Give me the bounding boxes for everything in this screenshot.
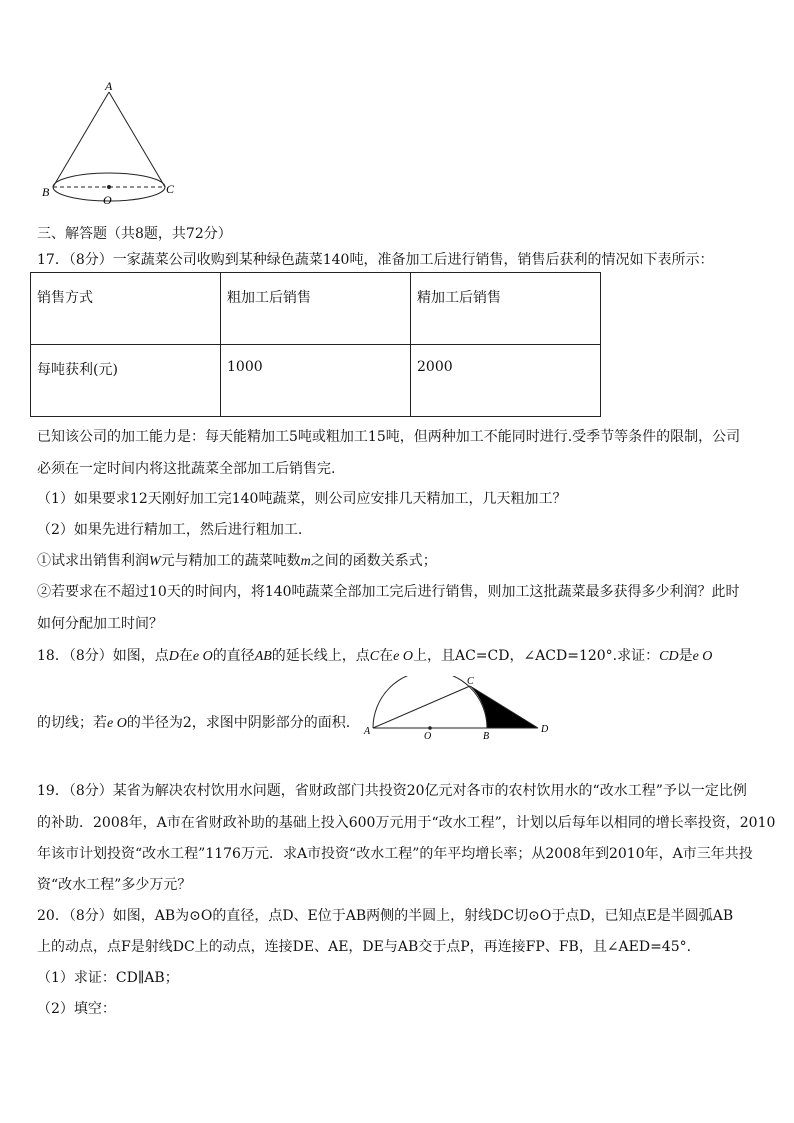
q19-line4: 资“改水工程”多少万元？ xyxy=(37,877,192,893)
cone-label-a: A xyxy=(105,80,113,93)
q17-sub2a xyxy=(37,552,437,571)
q17-sub2b-1: ②若要求在不超过10天的时间内，将140吨蔬菜全部加工完后进行销售，则加工这批蔬菜最多获得多少利润？此时 xyxy=(37,584,740,600)
q18-line2 xyxy=(37,714,350,733)
segment-ab: AB xyxy=(254,649,272,664)
q19-line2: 的补助．2008年，A市在省财政补助的基础上投入600万元用于“改水工程”，计划以后每年以相同的增长率投资，2010 xyxy=(37,815,776,831)
table-cell: 1000 xyxy=(221,345,411,417)
q18-text: 18．（8分）如图，点 xyxy=(37,648,169,664)
cone-label-b: B xyxy=(42,185,50,199)
cone-center-dot xyxy=(107,185,111,189)
q20-line1: 20．（8分）如图，AB为⊙O的直径，点D、E位于AB两侧的半圆上，射线DC切⊙O于点D，已知点E是半圆弧AB xyxy=(37,908,734,924)
q17-intro: 17．（8分）一家蔬菜公司收购到某种绿色蔬菜140吨，准备加工后进行销售，销售后获利的情况如下表所示： xyxy=(37,252,714,268)
chord-ac xyxy=(373,686,470,728)
q18-text: 上，且AC=CD，∠ACD=120°.求证： xyxy=(412,648,660,664)
q17-table xyxy=(30,272,601,417)
fig-label-o: O xyxy=(424,731,432,740)
fig-label-d: D xyxy=(541,724,549,735)
table-cell: 2000 xyxy=(411,345,601,417)
q17-sub1: （1）如果要求12天刚好加工完140吨蔬菜，则公司应安排几天精加工，几天粗加工？ xyxy=(37,491,567,507)
point-c: C xyxy=(369,649,380,664)
q18-text: 的半径为2，求图中阴影部分的面积. xyxy=(126,715,351,731)
q17-para1: 已知该公司的加工能力是：每天能精加工5吨或粗加工15吨，但两种加工不能同时进行.受季节等条件的限制，公司 xyxy=(37,429,741,445)
point-d: D xyxy=(168,649,179,664)
table-header-cell: 粗加工后销售 xyxy=(221,273,411,345)
var-w: W xyxy=(149,554,161,569)
q17-para2: 必须在一定时间内将这批蔬菜全部加工后销售完. xyxy=(37,461,336,477)
q17-sub2a-mid: 元与精加工的蔬菜吨数 xyxy=(160,553,301,569)
var-m: m xyxy=(300,554,311,569)
fig-label-b: B xyxy=(483,731,490,740)
cone-label-c: C xyxy=(166,182,175,196)
q18-text: 在 xyxy=(379,648,394,664)
q19-line1: 19．（8分）某省为解决农村饮用水问题，省财政部门共投资20亿元对各市的农村饮用水的“改水工程”予以一定比例 xyxy=(37,783,747,799)
q19-line3: 年该市计划投资“改水工程”1176万元．求A市投资“改水工程”的年平均增长率；从2008年到2010年，A市三年共投 xyxy=(37,846,753,862)
q18-line1 xyxy=(37,647,712,666)
table-row xyxy=(31,273,601,345)
cone-label-o: O xyxy=(103,193,112,207)
cone-figure xyxy=(40,80,180,210)
q17-sub2: （2）如果先进行精加工，然后进行粗加工. xyxy=(37,522,303,538)
segment-cd: CD xyxy=(659,649,679,664)
table-header-cell: 精加工后销售 xyxy=(411,273,601,345)
q20-sub2: （2）填空： xyxy=(37,1001,116,1017)
q18-text: 的延长线上，点 xyxy=(271,648,370,664)
q18-text: 在 xyxy=(178,648,193,664)
table-cell: 每吨获利(元) xyxy=(31,345,221,417)
q20-sub1: （1）求证：CD∥AB； xyxy=(37,970,179,986)
table-row xyxy=(31,345,601,417)
q17-sub2a-pre: ①试求出销售利润 xyxy=(37,553,149,569)
circle-o: e O xyxy=(692,649,713,664)
semicircle-figure xyxy=(362,676,554,740)
section-header: 三、解答题（共8题，共72分） xyxy=(37,226,232,242)
circle-o: e O xyxy=(107,716,127,731)
fig-label-a: A xyxy=(364,726,371,737)
q18-text: 的直径 xyxy=(212,648,255,664)
q17-sub2b-2: 如何分配加工时间？ xyxy=(37,616,163,632)
q18-text: 是 xyxy=(678,648,693,664)
q18-text: 的切线；若 xyxy=(37,715,107,731)
q17-sub2a-post: 之间的函数关系式； xyxy=(310,553,437,569)
circle-o: e O xyxy=(393,649,413,664)
q20-line2: 上的动点，点F是射线DC上的动点，连接DE、AE，DE与AB交于点P，再连接FP、FB，且∠AED=45°. xyxy=(37,939,692,955)
center-dot xyxy=(428,726,432,730)
fig-label-c: C xyxy=(467,676,474,687)
table-header-cell: 销售方式 xyxy=(31,273,221,345)
circle-o: e O xyxy=(192,649,213,664)
